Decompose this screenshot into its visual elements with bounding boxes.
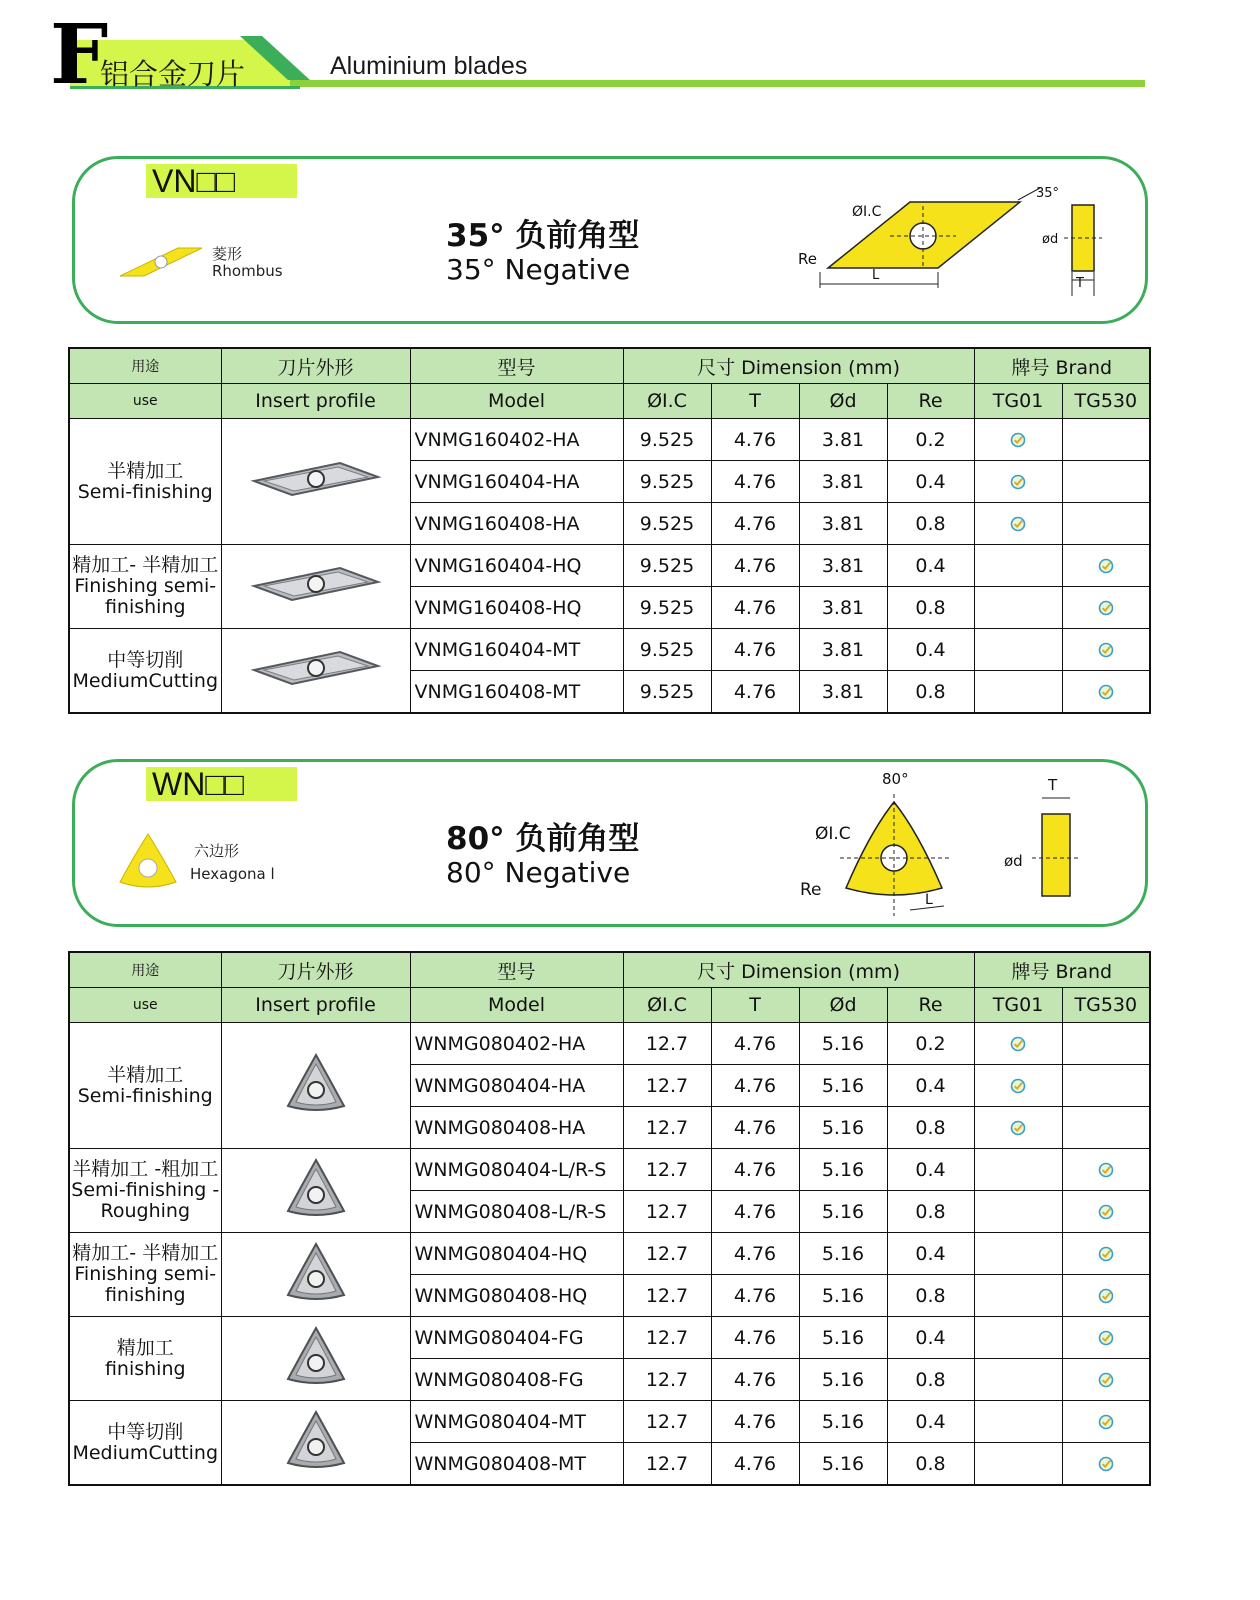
wn-mt-insert-icon	[284, 1409, 348, 1471]
t-cell: 4.76	[711, 587, 799, 629]
wn-diagram-t: T	[1048, 776, 1058, 794]
tg01-cell	[974, 503, 1062, 545]
re-cell: 0.4	[887, 1317, 974, 1359]
re-cell: 0.8	[887, 503, 974, 545]
col-dimension: 尺寸 Dimension (mm)	[623, 952, 974, 988]
re-cell: 0.8	[887, 1275, 974, 1317]
d-cell: 5.16	[799, 1401, 887, 1443]
check-icon	[1098, 1204, 1114, 1220]
check-icon	[1098, 600, 1114, 616]
d-cell: 5.16	[799, 1275, 887, 1317]
d-cell: 3.81	[799, 629, 887, 671]
tg530-cell	[1062, 629, 1150, 671]
d-cell: 3.81	[799, 419, 887, 461]
vn-diagram-re: Re	[798, 250, 817, 268]
col-profile-cn: 刀片外形	[221, 952, 410, 988]
ic-cell: 9.525	[623, 503, 711, 545]
tg530-cell	[1062, 1359, 1150, 1401]
use-cell	[69, 1317, 221, 1401]
ic-cell: 9.525	[623, 587, 711, 629]
vn-shape-cn: 菱形	[212, 245, 243, 263]
model-cell: WNMG080408-L/R-S	[410, 1191, 623, 1233]
re-cell: 0.4	[887, 1149, 974, 1191]
tg530-cell	[1062, 671, 1150, 714]
d-cell: 5.16	[799, 1233, 887, 1275]
wn-diagram-re: Re	[800, 880, 822, 900]
d-cell: 5.16	[799, 1443, 887, 1486]
vn-ha-insert-icon	[250, 457, 382, 501]
d-cell: 3.81	[799, 461, 887, 503]
tg01-cell	[974, 545, 1062, 587]
tg01-cell	[974, 1191, 1062, 1233]
model-cell: WNMG080404-MT	[410, 1401, 623, 1443]
d-cell: 5.16	[799, 1359, 887, 1401]
col-profile-en: Insert profile	[221, 988, 410, 1023]
check-icon	[1010, 1120, 1026, 1136]
use-cell	[69, 545, 221, 629]
re-cell: 0.4	[887, 1233, 974, 1275]
tg01-cell	[974, 1233, 1062, 1275]
vn-spec-table	[68, 347, 1151, 714]
ic-cell: 12.7	[623, 1359, 711, 1401]
col-dimension: 尺寸 Dimension (mm)	[623, 348, 974, 384]
d-cell: 5.16	[799, 1023, 887, 1065]
ic-cell: 9.525	[623, 629, 711, 671]
wn-ha-insert-icon	[284, 1052, 348, 1114]
tg530-cell	[1062, 545, 1150, 587]
tg01-cell	[974, 587, 1062, 629]
insert-profile-cell	[221, 629, 410, 714]
trigon-icon	[114, 830, 182, 894]
ic-cell: 12.7	[623, 1233, 711, 1275]
use-label-cn: 半精加工	[107, 1063, 184, 1086]
use-label-cn: 半精加工 -粗加工	[72, 1158, 219, 1180]
wn-diagram-d: ød	[1004, 852, 1023, 870]
model-cell: WNMG080402-HA	[410, 1023, 623, 1065]
check-icon	[1010, 516, 1026, 532]
d-cell: 5.16	[799, 1107, 887, 1149]
use-label-cn: 半精加工	[107, 459, 184, 482]
ic-cell: 12.7	[623, 1443, 711, 1486]
re-cell: 0.8	[887, 1359, 974, 1401]
t-cell: 4.76	[711, 1275, 799, 1317]
tg530-cell	[1062, 1023, 1150, 1065]
model-cell: WNMG080404-L/R-S	[410, 1149, 623, 1191]
re-cell: 0.8	[887, 587, 974, 629]
wn-shape-en: Hexagona l	[190, 865, 275, 883]
t-cell: 4.76	[711, 1023, 799, 1065]
col-re: Re	[887, 988, 974, 1023]
table-row	[69, 1401, 1150, 1443]
table-row	[69, 1023, 1150, 1065]
insert-profile-cell	[221, 1233, 410, 1317]
ic-cell: 9.525	[623, 671, 711, 714]
col-model-cn: 型号	[410, 348, 623, 384]
wn-diagram-l: L	[925, 892, 933, 908]
use-cell	[69, 629, 221, 714]
t-cell: 4.76	[711, 629, 799, 671]
check-icon	[1098, 1414, 1114, 1430]
use-label-en: Semi-finishing - Roughing	[71, 1179, 220, 1222]
ic-cell: 12.7	[623, 1401, 711, 1443]
re-cell: 0.2	[887, 1023, 974, 1065]
tg01-cell	[974, 1023, 1062, 1065]
use-label-cn: 精加工- 半精加工	[72, 554, 219, 576]
col-model-cn: 型号	[410, 952, 623, 988]
col-t: T	[711, 988, 799, 1023]
t-cell: 4.76	[711, 1065, 799, 1107]
col-d: Ød	[799, 384, 887, 419]
wn-shape-cn: 六边形	[194, 842, 240, 860]
model-cell: WNMG080408-FG	[410, 1359, 623, 1401]
t-cell: 4.76	[711, 671, 799, 714]
insert-profile-cell	[221, 1317, 410, 1401]
ic-cell: 12.7	[623, 1149, 711, 1191]
tg01-cell	[974, 1107, 1062, 1149]
model-cell: VNMG160408-HQ	[410, 587, 623, 629]
use-cell	[69, 1233, 221, 1317]
re-cell: 0.8	[887, 1191, 974, 1233]
vn-mt-insert-icon	[250, 646, 382, 690]
vn-diagram-angle: 35°	[1036, 186, 1060, 201]
vn-rhombus-diagram	[790, 180, 1110, 305]
d-cell: 5.16	[799, 1149, 887, 1191]
ic-cell: 12.7	[623, 1065, 711, 1107]
use-label-en: finishing	[104, 1357, 186, 1380]
use-cell	[69, 1149, 221, 1233]
table-row	[69, 1233, 1150, 1275]
tg01-cell	[974, 1149, 1062, 1191]
tg530-cell	[1062, 1065, 1150, 1107]
model-cell: VNMG160408-MT	[410, 671, 623, 714]
use-label-en: Semi-finishing	[77, 480, 213, 503]
tg01-cell	[974, 1275, 1062, 1317]
header-title-cn: 铝合金刀片	[100, 57, 246, 91]
tg01-cell	[974, 419, 1062, 461]
tg530-cell	[1062, 1107, 1150, 1149]
check-icon	[1098, 1246, 1114, 1262]
use-label-cn: 中等切削	[107, 1420, 184, 1443]
tg01-cell	[974, 1317, 1062, 1359]
col-brand: 牌号 Brand	[974, 348, 1150, 384]
col-use-en: use	[69, 384, 221, 419]
re-cell: 0.8	[887, 671, 974, 714]
tg530-cell	[1062, 1233, 1150, 1275]
check-icon	[1098, 642, 1114, 658]
ic-cell: 9.525	[623, 461, 711, 503]
rhombus-icon	[118, 242, 204, 282]
col-ic: ØI.C	[623, 988, 711, 1023]
check-icon	[1010, 474, 1026, 490]
tg01-cell	[974, 1443, 1062, 1486]
table-row	[69, 629, 1150, 671]
check-icon	[1098, 1372, 1114, 1388]
t-cell: 4.76	[711, 1107, 799, 1149]
tg530-cell	[1062, 1401, 1150, 1443]
d-cell: 3.81	[799, 587, 887, 629]
t-cell: 4.76	[711, 1359, 799, 1401]
t-cell: 4.76	[711, 1317, 799, 1359]
tg530-cell	[1062, 419, 1150, 461]
tg01-cell	[974, 1359, 1062, 1401]
t-cell: 4.76	[711, 419, 799, 461]
model-cell: VNMG160404-HQ	[410, 545, 623, 587]
check-icon	[1098, 1330, 1114, 1346]
vn-hq-insert-icon	[250, 562, 382, 606]
vn-code: VN□□	[152, 163, 236, 199]
ic-cell: 9.525	[623, 545, 711, 587]
re-cell: 0.8	[887, 1107, 974, 1149]
d-cell: 3.81	[799, 545, 887, 587]
d-cell: 5.16	[799, 1317, 887, 1359]
col-model-en: Model	[410, 988, 623, 1023]
wn-title-en: 80° Negative	[446, 856, 631, 889]
tg01-cell	[974, 461, 1062, 503]
check-icon	[1098, 1456, 1114, 1472]
ic-cell: 12.7	[623, 1275, 711, 1317]
use-label-en: Finishing semi-finishing	[74, 1263, 217, 1306]
t-cell: 4.76	[711, 1443, 799, 1486]
tg01-cell	[974, 629, 1062, 671]
insert-profile-cell	[221, 1401, 410, 1486]
model-cell: WNMG080408-HQ	[410, 1275, 623, 1317]
col-tg530: TG530	[1062, 988, 1150, 1023]
tg530-cell	[1062, 1149, 1150, 1191]
use-label-en: MediumCutting	[72, 669, 219, 692]
wn-hq-insert-icon	[284, 1241, 348, 1303]
wn-fg-insert-icon	[284, 1325, 348, 1387]
d-cell: 5.16	[799, 1065, 887, 1107]
check-icon	[1010, 432, 1026, 448]
model-cell: VNMG160404-MT	[410, 629, 623, 671]
col-brand: 牌号 Brand	[974, 952, 1150, 988]
col-t: T	[711, 384, 799, 419]
use-label-en: MediumCutting	[72, 1441, 219, 1464]
table-row	[69, 1317, 1150, 1359]
ic-cell: 9.525	[623, 419, 711, 461]
tg01-cell	[974, 671, 1062, 714]
vn-title-en: 35° Negative	[446, 253, 631, 286]
tg530-cell	[1062, 1191, 1150, 1233]
vn-diagram-t: T	[1076, 276, 1084, 291]
t-cell: 4.76	[711, 503, 799, 545]
section-letter: F	[50, 7, 109, 103]
ic-cell: 12.7	[623, 1023, 711, 1065]
tg530-cell	[1062, 1317, 1150, 1359]
re-cell: 0.2	[887, 419, 974, 461]
re-cell: 0.8	[887, 1443, 974, 1486]
model-cell: WNMG080408-HA	[410, 1107, 623, 1149]
model-cell: WNMG080404-HA	[410, 1065, 623, 1107]
re-cell: 0.4	[887, 1065, 974, 1107]
table-row	[69, 1149, 1150, 1191]
tg530-cell	[1062, 1443, 1150, 1486]
wn-diagram-ic: ØI.C	[815, 824, 851, 844]
model-cell: VNMG160402-HA	[410, 419, 623, 461]
t-cell: 4.76	[711, 1149, 799, 1191]
use-cell	[69, 1023, 221, 1149]
wn-title-cn: 80° 负前角型	[446, 821, 640, 857]
check-icon	[1010, 1036, 1026, 1052]
col-tg530: TG530	[1062, 384, 1150, 419]
d-cell: 5.16	[799, 1191, 887, 1233]
col-re: Re	[887, 384, 974, 419]
tg01-cell	[974, 1401, 1062, 1443]
insert-profile-cell	[221, 545, 410, 629]
vn-diagram-l: L	[872, 268, 880, 283]
vn-title-cn: 35° 负前角型	[446, 218, 640, 254]
col-model-en: Model	[410, 384, 623, 419]
t-cell: 4.76	[711, 1401, 799, 1443]
vn-diagram-d: ød	[1042, 232, 1059, 247]
check-icon	[1098, 558, 1114, 574]
use-label-cn: 精加工- 半精加工	[72, 1242, 219, 1264]
wn-code: WN□□	[152, 766, 244, 802]
check-icon	[1098, 684, 1114, 700]
re-cell: 0.4	[887, 461, 974, 503]
col-use-cn: 用途	[69, 952, 221, 988]
check-icon	[1010, 1078, 1026, 1094]
check-icon	[1098, 1288, 1114, 1304]
model-cell: VNMG160408-HA	[410, 503, 623, 545]
wn-diagram-angle: 80°	[882, 770, 909, 788]
col-tg01: TG01	[974, 988, 1062, 1023]
ic-cell: 12.7	[623, 1107, 711, 1149]
t-cell: 4.76	[711, 545, 799, 587]
use-cell	[69, 419, 221, 545]
insert-profile-cell	[221, 419, 410, 545]
tg530-cell	[1062, 503, 1150, 545]
d-cell: 3.81	[799, 671, 887, 714]
vn-diagram-ic: ØI.C	[852, 204, 882, 220]
tg530-cell	[1062, 461, 1150, 503]
check-icon	[1098, 1162, 1114, 1178]
header-title-en: Aluminium blades	[330, 52, 528, 80]
ic-cell: 12.7	[623, 1191, 711, 1233]
vn-shape-en: Rhombus	[212, 262, 283, 280]
col-use-cn: 用途	[69, 348, 221, 384]
col-tg01: TG01	[974, 384, 1062, 419]
col-d: Ød	[799, 988, 887, 1023]
model-cell: WNMG080404-HQ	[410, 1233, 623, 1275]
col-profile-en: Insert profile	[221, 384, 410, 419]
tg01-cell	[974, 1065, 1062, 1107]
table-row	[69, 419, 1150, 461]
t-cell: 4.76	[711, 1233, 799, 1275]
t-cell: 4.76	[711, 1191, 799, 1233]
model-cell: WNMG080408-MT	[410, 1443, 623, 1486]
insert-profile-cell	[221, 1149, 410, 1233]
col-profile-cn: 刀片外形	[221, 348, 410, 384]
re-cell: 0.4	[887, 545, 974, 587]
tg530-cell	[1062, 587, 1150, 629]
model-cell: VNMG160404-HA	[410, 461, 623, 503]
use-label-en: Semi-finishing	[77, 1084, 213, 1107]
ic-cell: 12.7	[623, 1317, 711, 1359]
use-cell	[69, 1401, 221, 1486]
tg530-cell	[1062, 1275, 1150, 1317]
re-cell: 0.4	[887, 1401, 974, 1443]
table-row	[69, 545, 1150, 587]
use-label-cn: 精加工	[116, 1336, 174, 1359]
col-use-en: use	[69, 988, 221, 1023]
wn-s-insert-icon	[284, 1157, 348, 1219]
use-label-cn: 中等切削	[107, 648, 184, 671]
col-ic: ØI.C	[623, 384, 711, 419]
t-cell: 4.76	[711, 461, 799, 503]
wn-spec-table	[68, 951, 1151, 1486]
use-label-en: Finishing semi-finishing	[74, 575, 217, 618]
insert-profile-cell	[221, 1023, 410, 1149]
d-cell: 3.81	[799, 503, 887, 545]
model-cell: WNMG080404-FG	[410, 1317, 623, 1359]
re-cell: 0.4	[887, 629, 974, 671]
